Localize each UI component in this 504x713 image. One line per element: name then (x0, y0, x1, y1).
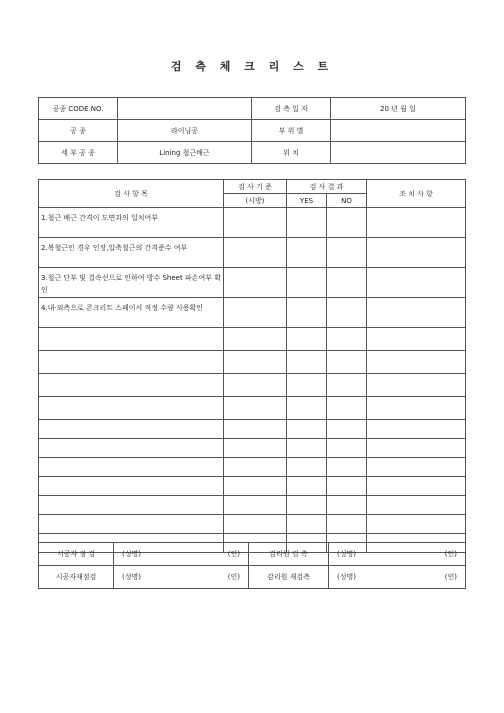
col-yes: YES (287, 194, 327, 208)
supervisor-recheck-label: 감리원 재검측 (249, 566, 329, 589)
table-row (39, 328, 466, 351)
item-cell[interactable] (39, 397, 224, 420)
standard-cell[interactable] (224, 238, 287, 268)
table-row (39, 397, 466, 420)
detail-label: 세 부 공 종 (39, 142, 118, 164)
col-no: NO (327, 194, 367, 208)
no-cell[interactable] (327, 208, 367, 238)
no-cell[interactable] (327, 496, 367, 515)
no-cell[interactable] (327, 298, 367, 328)
standard-cell[interactable] (224, 298, 287, 328)
check-item-3: 3.철근 단부 및 결속선으로 인하여 방수 Sheet 파손여부 확인 (39, 268, 224, 298)
yes-cell[interactable] (287, 420, 327, 439)
code-label: 공종 CODE NO. (39, 98, 118, 120)
table-row (39, 477, 466, 496)
part-value[interactable] (331, 120, 466, 142)
action-cell[interactable] (367, 374, 466, 397)
action-cell[interactable] (367, 477, 466, 496)
action-cell[interactable] (367, 515, 466, 534)
name-label: (성명) (122, 573, 141, 581)
no-cell[interactable] (327, 397, 367, 420)
check-item-1: 1.철근 배근 간격이 도면과의 일치여부 (39, 208, 224, 238)
name-label: (성명) (122, 550, 141, 558)
name-label: (성명) (337, 550, 356, 558)
item-cell[interactable] (39, 328, 224, 351)
page-title: 검 측 체 크 리 스 트 (170, 60, 334, 73)
no-cell[interactable] (327, 374, 367, 397)
standard-cell[interactable] (224, 397, 287, 420)
item-cell[interactable] (39, 515, 224, 534)
table-row (39, 420, 466, 439)
table-row (39, 238, 466, 268)
item-cell[interactable] (39, 439, 224, 458)
yes-cell[interactable] (287, 374, 327, 397)
no-cell[interactable] (327, 477, 367, 496)
yes-cell[interactable] (287, 477, 327, 496)
col-standard-sub: (시방) (224, 194, 287, 208)
supervisor-recheck-sign[interactable] (329, 566, 466, 589)
standard-cell[interactable] (224, 477, 287, 496)
col-items: 검 사 항 목 (39, 180, 224, 208)
work-value[interactable]: 라이닝공 (118, 120, 252, 142)
action-cell[interactable] (367, 351, 466, 374)
supervisor-check-label: 감리원 검 측 (249, 543, 329, 566)
table-row (39, 268, 466, 298)
action-cell[interactable] (367, 208, 466, 238)
date-label: 검 측 일 자 (252, 98, 331, 120)
no-cell[interactable] (327, 328, 367, 351)
contractor-check-label: 시공자 점 검 (39, 543, 114, 566)
part-label: 부 위 별 (252, 120, 331, 142)
action-cell[interactable] (367, 238, 466, 268)
yes-cell[interactable] (287, 238, 327, 268)
name-label: (성명) (337, 573, 356, 581)
standard-cell[interactable] (224, 328, 287, 351)
table-row (39, 458, 466, 477)
standard-cell[interactable] (224, 439, 287, 458)
standard-cell[interactable] (224, 374, 287, 397)
table-row (39, 351, 466, 374)
yes-cell[interactable] (287, 397, 327, 420)
standard-cell[interactable] (224, 458, 287, 477)
action-cell[interactable] (367, 268, 466, 298)
table-row (39, 298, 466, 328)
seal-label: (인) (444, 573, 457, 581)
yes-cell[interactable] (287, 208, 327, 238)
yes-cell[interactable] (287, 439, 327, 458)
yes-cell[interactable] (287, 351, 327, 374)
yes-cell[interactable] (287, 496, 327, 515)
yes-cell[interactable] (287, 328, 327, 351)
detail-value[interactable]: Lining 철근배근 (118, 142, 252, 164)
col-standard: 검 사 기 준 (224, 180, 287, 194)
signature-table (38, 542, 466, 589)
action-cell[interactable] (367, 328, 466, 351)
check-item-4: 4.내·외측으로 콘크리트 스페이서 적정 수량 사용확인 (39, 298, 224, 328)
no-cell[interactable] (327, 515, 367, 534)
col-result: 검 사 결 과 (287, 180, 367, 194)
item-cell[interactable] (39, 374, 224, 397)
seal-label: (인) (227, 550, 240, 558)
no-cell[interactable] (327, 238, 367, 268)
standard-cell[interactable] (224, 420, 287, 439)
yes-cell[interactable] (287, 458, 327, 477)
standard-cell[interactable] (224, 515, 287, 534)
action-cell[interactable] (367, 397, 466, 420)
item-cell[interactable] (39, 420, 224, 439)
standard-cell[interactable] (224, 351, 287, 374)
yes-cell[interactable] (287, 515, 327, 534)
seal-label: (인) (227, 573, 240, 581)
no-cell[interactable] (327, 268, 367, 298)
no-cell[interactable] (327, 420, 367, 439)
action-cell[interactable] (367, 420, 466, 439)
item-cell[interactable] (39, 477, 224, 496)
no-cell[interactable] (327, 351, 367, 374)
no-cell[interactable] (327, 439, 367, 458)
header-table (38, 97, 466, 164)
table-row (39, 439, 466, 458)
code-value[interactable] (118, 98, 252, 120)
action-cell[interactable] (367, 439, 466, 458)
standard-cell[interactable] (224, 496, 287, 515)
col-action: 조 치 사 항 (367, 180, 466, 208)
checklist-table (38, 179, 466, 553)
standard-cell[interactable] (224, 268, 287, 298)
action-cell[interactable] (367, 458, 466, 477)
item-cell[interactable] (39, 351, 224, 374)
seal-label: (인) (444, 550, 457, 558)
date-value[interactable]: 20 년 월 일 (331, 98, 466, 120)
table-row (39, 374, 466, 397)
action-cell[interactable] (367, 496, 466, 515)
action-cell[interactable] (367, 298, 466, 328)
location-label: 위 치 (252, 142, 331, 164)
supervisor-check-sign[interactable] (329, 543, 466, 566)
item-cell[interactable] (39, 458, 224, 477)
location-value[interactable] (331, 142, 466, 164)
yes-cell[interactable] (287, 298, 327, 328)
item-cell[interactable] (39, 496, 224, 515)
work-label: 공 종 (39, 120, 118, 142)
standard-cell[interactable] (224, 208, 287, 238)
table-row (39, 496, 466, 515)
yes-cell[interactable] (287, 268, 327, 298)
no-cell[interactable] (327, 458, 367, 477)
table-row (39, 515, 466, 534)
check-item-2: 2.복철근인 경우 인장,압축철근의 간격준수 여부 (39, 238, 224, 268)
contractor-recheck-label: 시공자재점검 (39, 566, 114, 589)
table-row (39, 208, 466, 238)
contractor-recheck-sign[interactable] (114, 566, 249, 589)
contractor-check-sign[interactable] (114, 543, 249, 566)
